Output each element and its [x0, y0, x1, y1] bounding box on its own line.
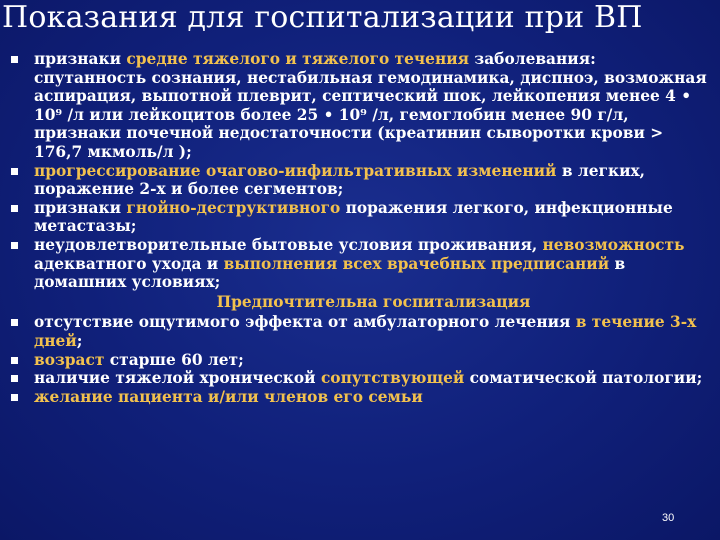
list-item: [8, 369, 713, 388]
item-text: признаки средне тяжелого и тяжелого течения заболевания: спутанность сознания, нестабильная гемодинамика, диспноэ, возможная аспирация, выпотной плеврит, септический шок, лейкопения менее 4 • 10⁹ /л или лейкоцитов более 25 • 10⁹ /л, гемоглобин менее 90 г/л, признаки почечной недостаточности (креатинин сыворотки крови > 176,7 мкмоль/л );: [34, 50, 707, 161]
square-bullet-icon: [11, 242, 18, 249]
square-bullet-icon: [11, 168, 18, 175]
slide-title: Показания для госпитализации при ВП: [2, 0, 643, 35]
list-item: [8, 351, 713, 370]
square-bullet-icon: [11, 319, 18, 326]
item-text: неудовлетворительные бытовые условия проживания, невозможность адекватного ухода и выполнения всех врачебных предписаний в домашних условиях;: [34, 235, 685, 292]
square-bullet-icon: [11, 56, 18, 63]
indications-list: [8, 50, 713, 406]
list-item: [8, 236, 713, 292]
list-item: [8, 313, 713, 350]
list-item: [8, 50, 713, 162]
square-bullet-icon: [11, 205, 18, 212]
item-text: наличие тяжелой хронической сопутствующей соматической патологии;: [34, 369, 703, 388]
list-item: [8, 162, 713, 199]
square-bullet-icon: [11, 375, 18, 382]
square-bullet-icon: [11, 357, 18, 364]
square-bullet-icon: [11, 394, 18, 401]
item-text: возраст старше 60 лет;: [34, 350, 244, 369]
list-item: [8, 388, 713, 407]
item-text: прогрессирование очагово-инфильтративных изменений в легких, поражение 2-х и более сегментов;: [34, 161, 646, 199]
list-item: [8, 199, 713, 236]
center-note: Предпочтительна госпитализация: [216, 292, 531, 311]
item-text: желание пациента и/или членов его семьи: [34, 387, 423, 406]
item-text: отсутствие ощутимого эффекта от амбулаторного лечения в течение 3-х дней;: [34, 313, 697, 350]
item-text: признаки гнойно-деструктивного поражения легкого, инфекционные метастазы;: [34, 198, 673, 236]
page-number: 30: [662, 512, 675, 524]
